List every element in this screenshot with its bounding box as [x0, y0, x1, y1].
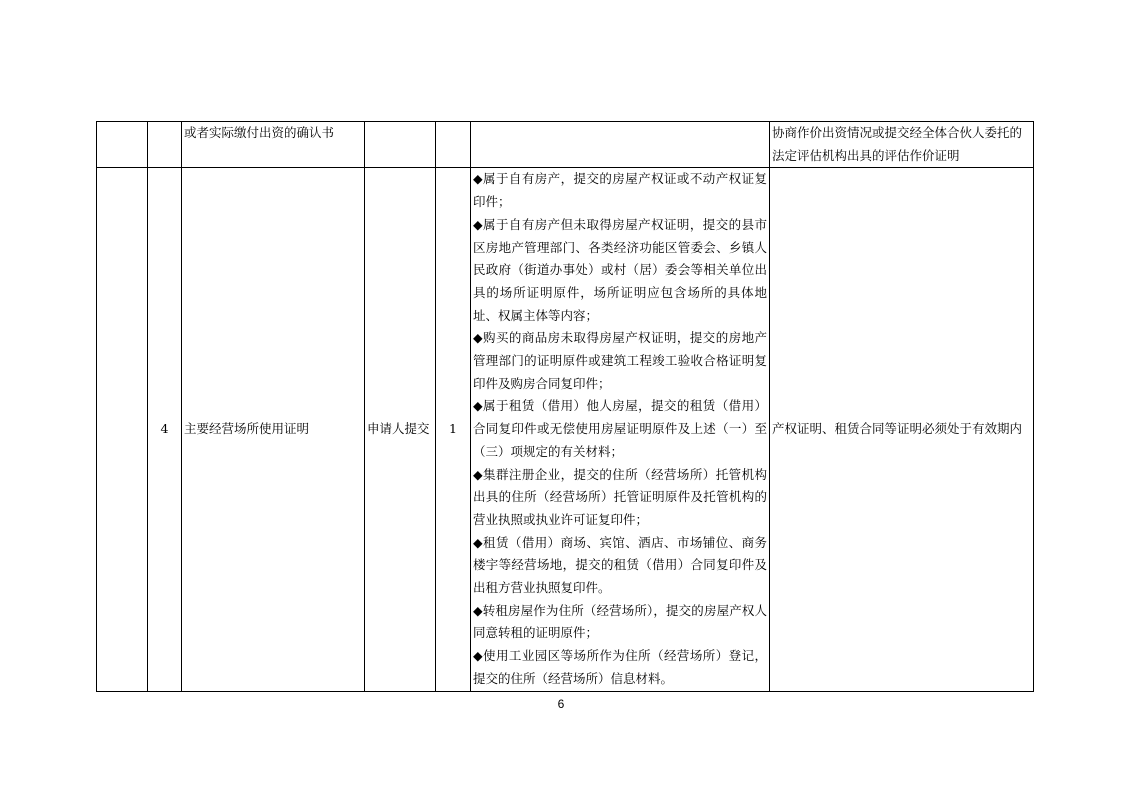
remark-cell: [770, 122, 1034, 168]
category-cell: [97, 168, 148, 691]
copies-count: 1: [449, 421, 457, 437]
source-cell: [365, 122, 436, 168]
source-cell: [365, 168, 436, 691]
material-name: 主要经营场所使用证明: [184, 421, 310, 437]
requirement-item: ◆属于自有房产但未取得房屋产权证明，提交的县市区房地产管理部门、各类经济功能区管委会、乡镇人民政府（街道办事处）或村（居）委会等相关单位出具的场所证明原件，场所证明应包含场所的具体地址、权属主体等内容；: [473, 216, 767, 323]
requirement-item: ◆集群注册企业，提交的住所（经营场所）托管机构出具的住所（经营场所）托管证明原件及托管机构的营业执照或执业许可证复印件；: [473, 466, 767, 527]
material-name: 或者实际缴付出资的确认书: [184, 125, 335, 140]
remark-text: 产权证明、租赁合同等证明必须处于有效期内: [772, 421, 1023, 437]
copies-cell: [436, 122, 471, 168]
material-name-cell: [182, 168, 365, 691]
requirement-item: ◆属于自有房产，提交的房屋产权证或不动产权证复印件；: [473, 171, 767, 210]
requirement-item: ◆租赁（借用）商场、宾馆、酒店、市场铺位、商务楼宇等经营场地，提交的租赁（借用）合同复印件及出租方营业执照复印件。: [473, 534, 767, 596]
page-number: 6: [557, 697, 565, 711]
material-name-cell: [182, 122, 365, 168]
requirement-item: ◆购买的商品房未取得房屋产权证明，提交的房地产管理部门的证明原件或建筑工程竣工验收合格证明复印件及购房合同复印件；: [473, 330, 767, 391]
requirements-cell: [471, 168, 770, 691]
materials-table: [96, 121, 1034, 692]
requirement-item: ◆属于租赁（借用）他人房屋，提交的租赁（借用）合同复印件或无偿使用房屋证明原件及上述（一）至（三）项规定的有关材料；: [473, 398, 767, 459]
table-row: [97, 122, 1034, 168]
requirement-item: ◆使用工业园区等场所作为住所（经营场所）登记，提交的住所（经营场所）信息材料。: [473, 648, 767, 686]
index-cell: [148, 122, 182, 168]
remark-text: 协商作价出资情况或提交经全体合伙人委托的法定评估机构出具的评估作价证明: [772, 125, 1023, 163]
requirement-item: ◆转租房屋作为住所（经营场所），提交的房屋产权人同意转租的证明原件；: [473, 602, 767, 641]
remark-cell: [770, 168, 1034, 691]
table-row: [97, 168, 1034, 691]
index-cell: [148, 168, 182, 691]
copies-cell: [436, 168, 471, 691]
requirements-cell: [471, 122, 770, 168]
category-cell: [97, 122, 148, 168]
submission-source: 申请人提交: [367, 421, 430, 437]
row-index: 4: [160, 421, 169, 437]
